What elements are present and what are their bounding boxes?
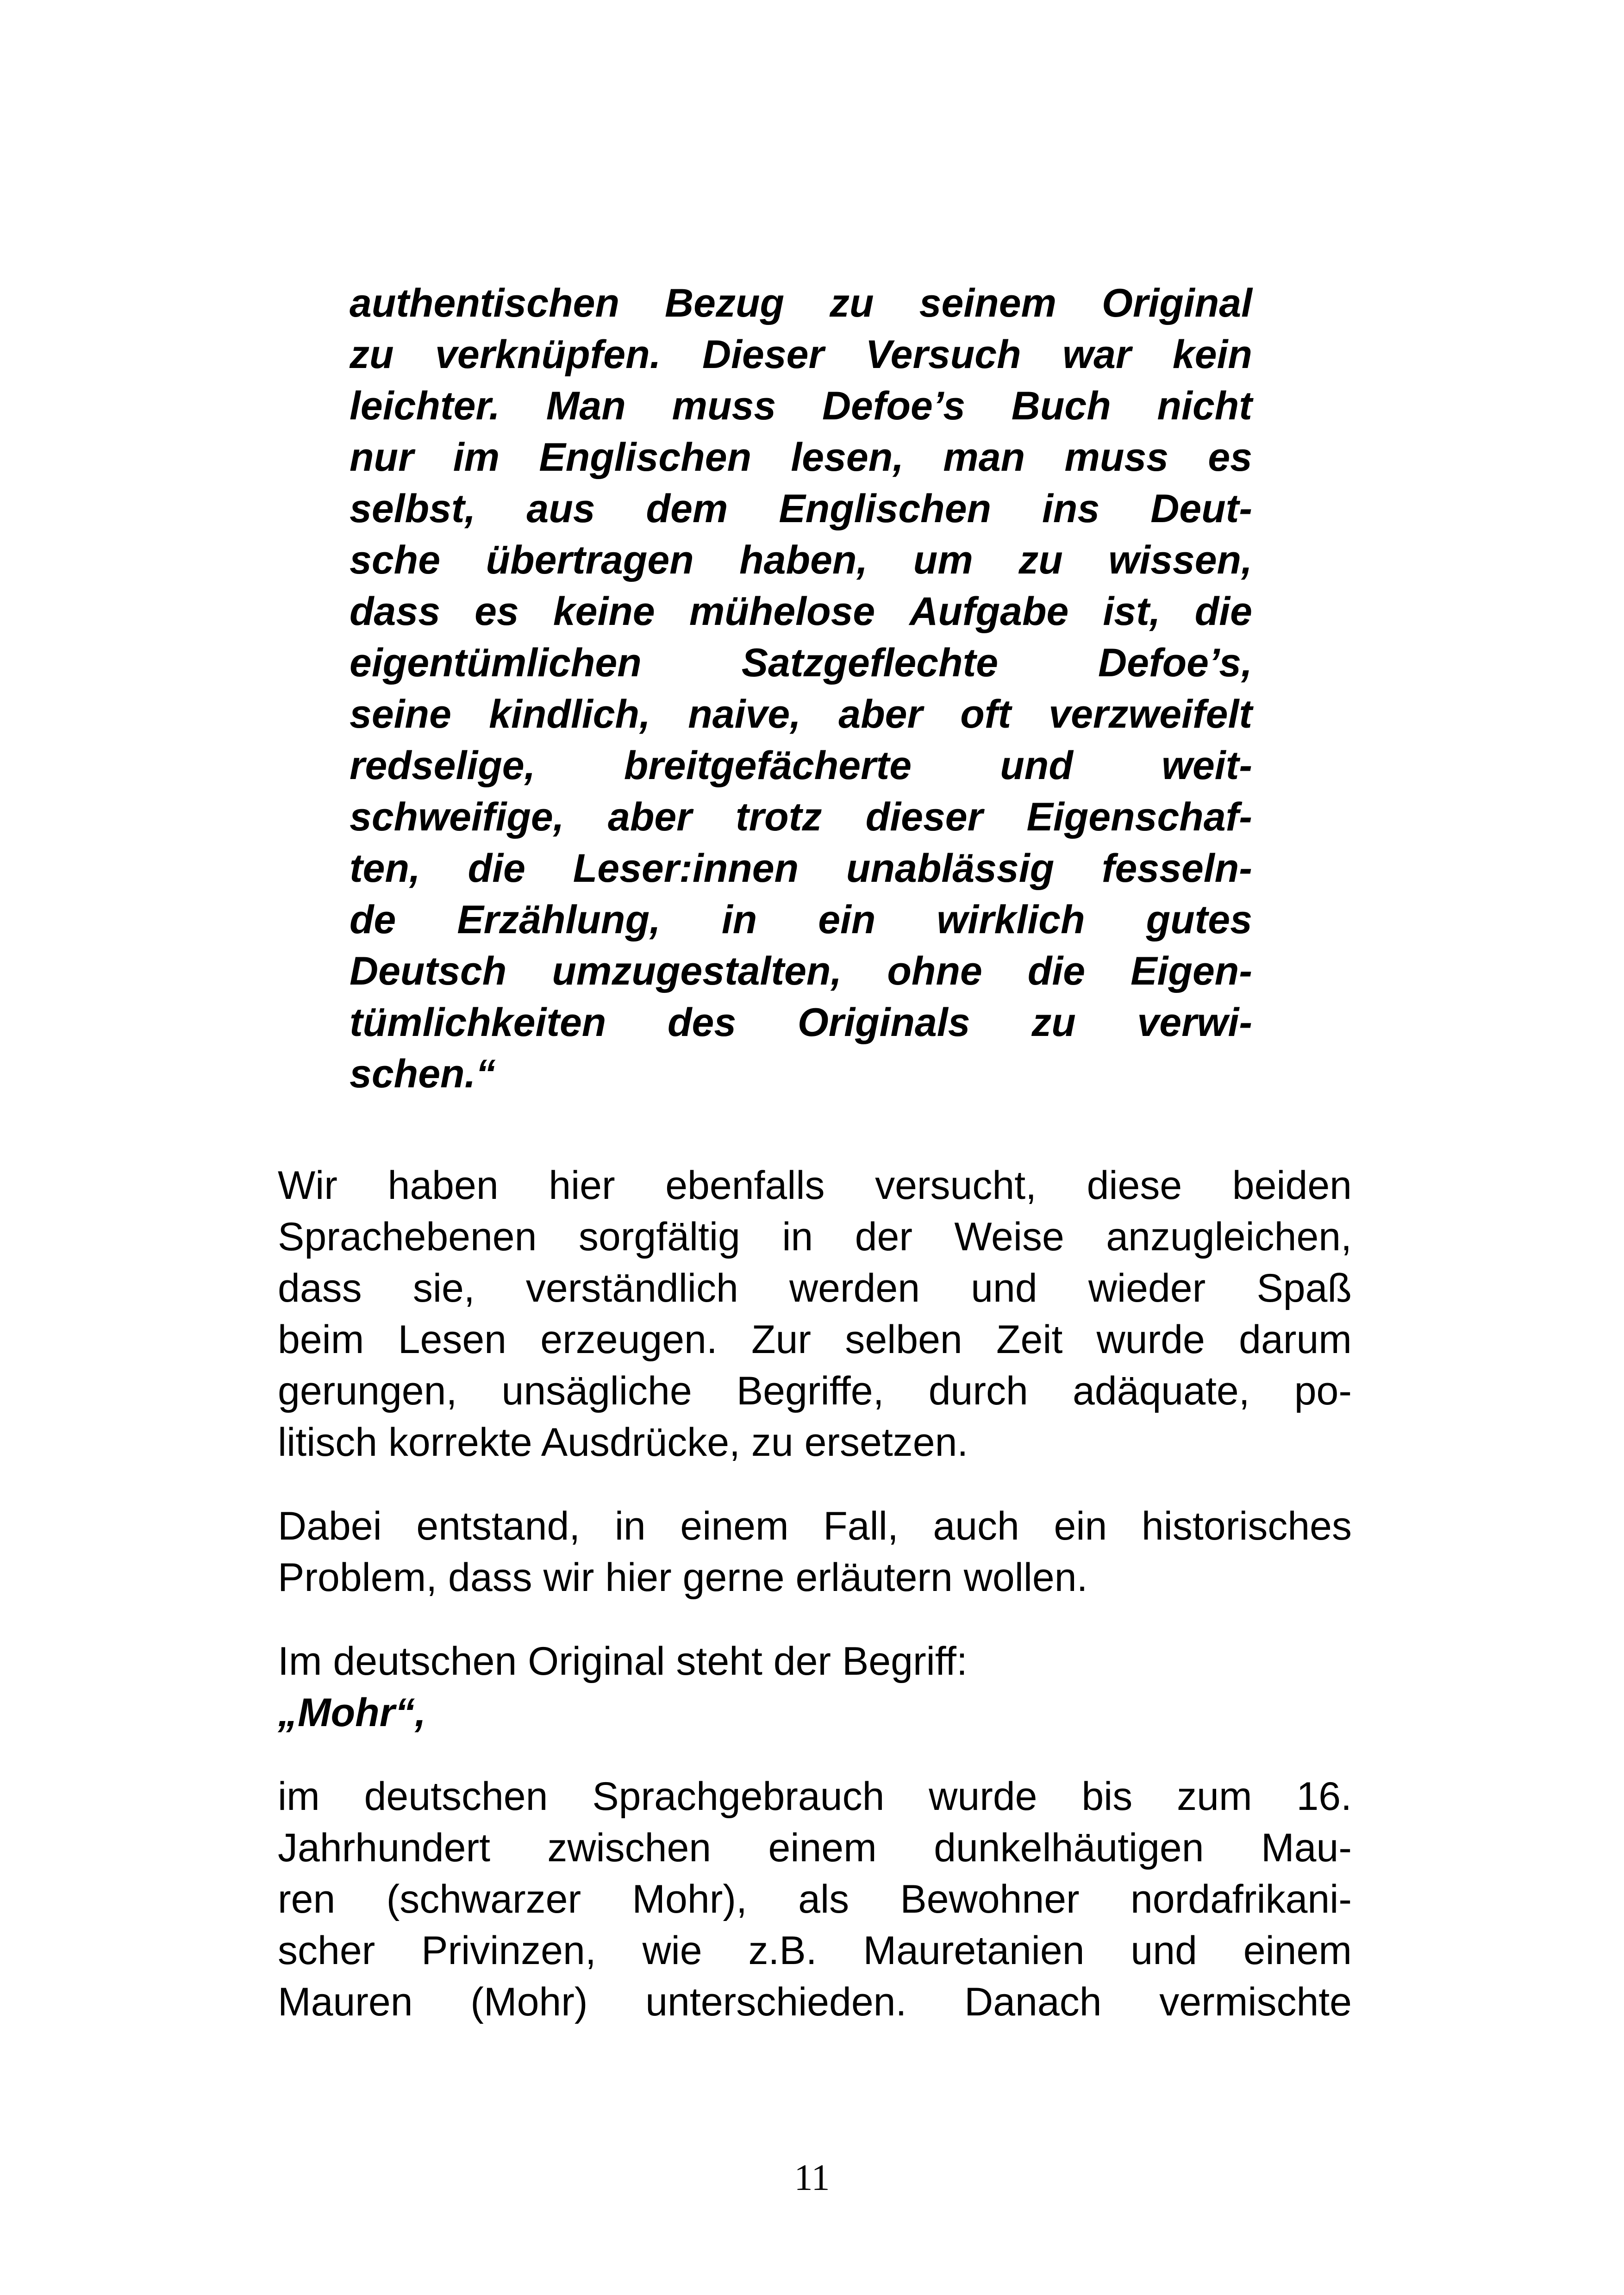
text-line: litisch korrekte Ausdrücke, zu ersetzen. (278, 1420, 968, 1465)
text-line: schen.“ (350, 1052, 496, 1096)
text-line: Sprachebenen sorgfältig in der Weise anzugleichen, (278, 1215, 1352, 1259)
text-line: beim Lesen erzeugen. Zur selben Zeit wurde darum (278, 1317, 1352, 1362)
text-line: dass es keine mühelose Aufgabe ist, die (350, 589, 1252, 634)
text-line: de Erzählung, in ein wirklich gutes (350, 898, 1252, 942)
quote-block (350, 278, 1252, 1100)
paragraph (278, 1501, 1352, 1603)
page-number: 11 (794, 2158, 830, 2198)
text-line: selbst, aus dem Englischen ins Deut- (350, 486, 1252, 531)
text-line: schweifige, aber trotz dieser Eigenschaf- (350, 795, 1252, 839)
text-line: nur im Englischen lesen, man muss es (350, 435, 1252, 480)
text-line: tümlichkeiten des Originals zu verwi- (350, 1000, 1252, 1045)
text-line: zu verknüpfen. Dieser Versuch war kein (350, 332, 1252, 377)
text-line: Wir haben hier ebenfalls versucht, diese beiden (278, 1163, 1352, 1208)
text-blocks (278, 278, 1352, 2060)
text-line: ren (schwarzer Mohr), als Bewohner nordafrikani- (278, 1877, 1352, 1921)
text-line: Mauren (Mohr) unterschieden. Danach vermischte (278, 1980, 1352, 2024)
text-line: eigentümlichen Satzgeflechte Defoe’s, (350, 641, 1252, 685)
paragraph (278, 1771, 1352, 2028)
text-line: Deutsch umzugestalten, ohne die Eigen- (350, 949, 1252, 993)
paragraph (278, 1687, 1352, 1739)
paragraph (278, 1160, 1352, 1468)
text-line: Dabei entstand, in einem Fall, auch ein historisches (278, 1504, 1352, 1548)
text-line: leichter. Man muss Defoe’s Buch nicht (350, 384, 1252, 428)
paragraph (278, 1636, 1352, 1687)
text-line: Problem, dass wir hier gerne erläutern wollen. (278, 1555, 1088, 1600)
text-line: „Mohr“, (278, 1690, 426, 1735)
text-line: seine kindlich, naive, aber oft verzweifelt (350, 692, 1252, 736)
text-line: scher Privinzen, wie z.B. Mauretanien und einem (278, 1928, 1352, 1973)
text-line: sche übertragen haben, um zu wissen, (350, 538, 1252, 582)
text-line: im deutschen Sprachgebrauch wurde bis zum 16. (278, 1774, 1352, 1819)
text-line: ten, die Leser:innen unablässig fesseln- (350, 846, 1252, 891)
text-line: gerungen, unsägliche Begriffe, durch adäquate, po- (278, 1369, 1352, 1413)
text-line: Im deutschen Original steht der Begriff: (278, 1639, 968, 1684)
text-line: Jahrhundert zwischen einem dunkelhäutigen Mau- (278, 1826, 1352, 1870)
text-line: redselige, breitgefächerte und weit- (350, 743, 1252, 788)
text-line: dass sie, verständlich werden und wieder Spaß (278, 1266, 1352, 1310)
text-line: authentischen Bezug zu seinem Original (350, 281, 1252, 325)
